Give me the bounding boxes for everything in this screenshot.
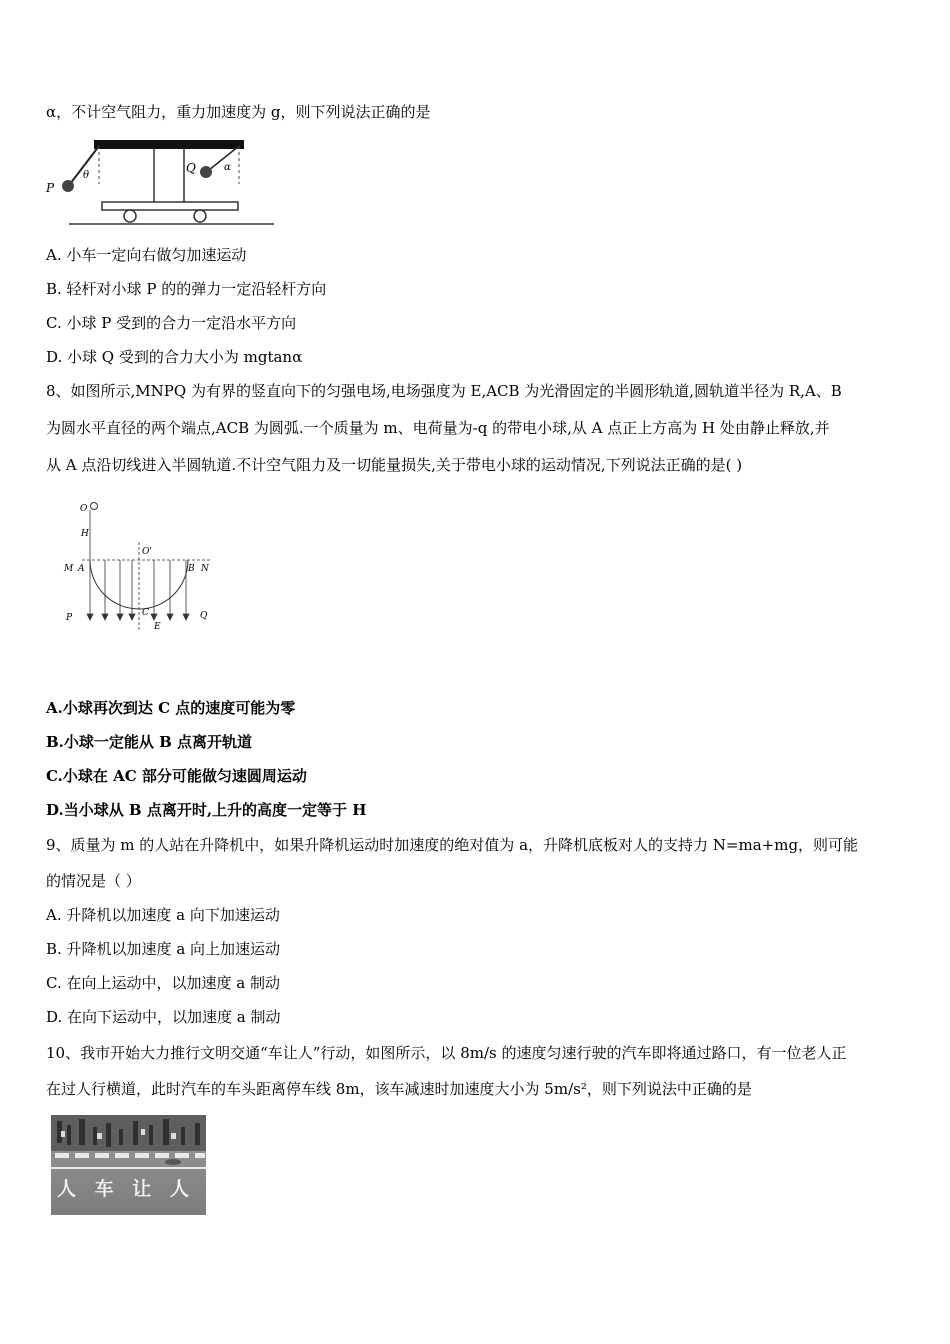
figure-crosswalk-photo <box>51 1115 206 1215</box>
q9-option-c: C. 在向上运动中，以加速度 a 制动 <box>46 974 280 992</box>
q7-option-a: A. 小车一定向右做匀加速运动 <box>46 246 247 264</box>
figure-cart-pendulums <box>44 134 279 234</box>
ball-o <box>91 503 98 510</box>
label-q: Q <box>200 611 208 621</box>
cart-base <box>102 202 238 210</box>
question-7-stem-tail: α，不计空气阻力，重力加速度为 g，则下列说法正确的是 <box>46 103 431 121</box>
q8-option-b: B.小球一定能从 B 点离开轨道 <box>46 733 253 751</box>
q7-option-c: C. 小球 P 受到的合力一定沿水平方向 <box>46 314 297 332</box>
label-o: O <box>80 504 88 514</box>
cart-wheel-left <box>124 210 136 222</box>
label-alpha: α <box>224 162 231 173</box>
q9-option-d: D. 在向下运动中，以加速度 a 制动 <box>46 1008 281 1026</box>
question-10-line-2: 在过人行横道，此时汽车的车头距离停车线 8m，该车减速时加速度大小为 5m/s²，则下列说法中正确的是 <box>46 1080 752 1098</box>
label-n: N <box>201 564 209 574</box>
question-10-line-1: 10、我市开始大力推行文明交通“车让人”行动，如图所示，以 8m/s 的速度匀速行驶的汽车即将通过路口，有一位老人正 <box>46 1044 847 1062</box>
label-p: P <box>66 613 73 623</box>
q8-option-c: C.小球在 AC 部分可能做匀速圆周运动 <box>46 767 307 785</box>
label-a: A <box>78 564 85 574</box>
question-8-line-1: 8、如图所示,MNPQ 为有界的竖直向下的匀强电场,电场强度为 E,ACB 为光滑固定的半圆形轨道,圆轨道半径为 R,A、B <box>46 382 842 400</box>
label-m: M <box>64 564 74 574</box>
label-q: Q <box>186 161 196 175</box>
q9-option-a: A. 升降机以加速度 a 向下加速运动 <box>46 906 280 924</box>
q7-option-d: D. 小球 Q 受到的合力大小为 mgtanα <box>46 348 303 366</box>
ball-p <box>62 180 74 192</box>
question-9-line-1: 9、质量为 m 的人站在升降机中，如果升降机运动时加速度的绝对值为 a，升降机底板对人的支持力 N=ma+mg，则可能 <box>46 836 859 854</box>
question-8-line-3: 从 A 点沿切线进入半圆轨道.不计空气阻力及一切能量损失,关于带电小球的运动情况,下列说法正确的是( ) <box>46 456 743 474</box>
question-9-line-2: 的情况是（ ） <box>46 872 141 890</box>
label-p: P <box>46 181 55 195</box>
q8-option-d: D.当小球从 B 点离开时,上升的高度一定等于 H <box>46 801 367 819</box>
q8-option-a: A.小球再次到达 C 点的速度可能为零 <box>46 699 296 717</box>
road-marking-text: 人 车 让 人 <box>57 1178 195 1200</box>
ball-q <box>200 166 212 178</box>
label-theta: θ <box>83 170 90 181</box>
question-8-line-2: 为圆水平直径的两个端点,ACB 为圆弧.一个质量为 m、电荷量为-q 的带电小球,从 A 点正上方高为 H 处由静止释放,并 <box>46 419 830 437</box>
label-h: H <box>81 529 89 539</box>
cart-wheel-right <box>194 210 206 222</box>
cart-top-bar <box>94 140 244 149</box>
q7-option-b: B. 轻杆对小球 P 的的弹力一定沿轻杆方向 <box>46 280 327 298</box>
figure-electric-field-track <box>60 498 220 634</box>
label-e: E <box>154 622 161 632</box>
label-c: C <box>142 608 149 618</box>
q9-option-b: B. 升降机以加速度 a 向上加速运动 <box>46 940 281 958</box>
label-o-prime: O' <box>142 547 152 557</box>
label-b: B <box>188 564 195 574</box>
